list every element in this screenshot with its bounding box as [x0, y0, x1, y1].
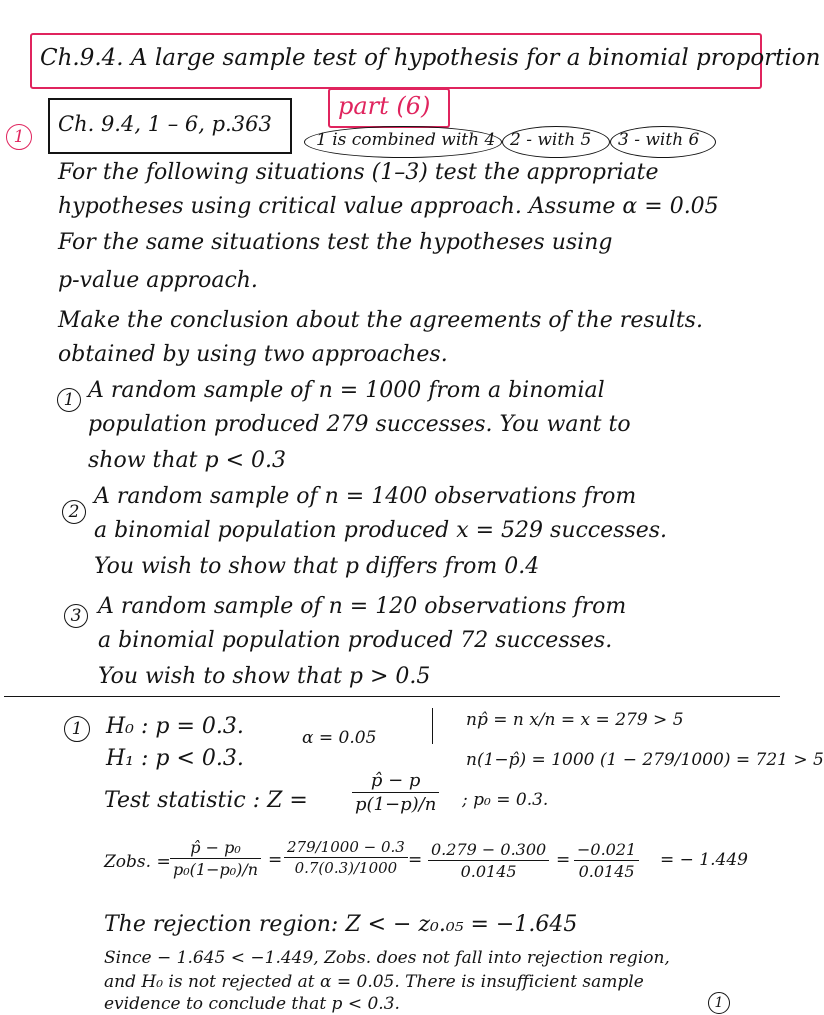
situation-1-line-1: A random sample of n = 1000 from a binomial: [88, 378, 605, 403]
substitution-numerator: 279/1000 − 0.3: [284, 838, 408, 858]
task-number-circle: [6, 124, 32, 150]
check-divider: [432, 708, 433, 744]
instruction-line-3: For the same situations test the hypotheses using: [58, 230, 613, 255]
equals-sign-3: =: [556, 850, 571, 870]
alt-hypothesis: H₁ : p < 0.3.: [106, 746, 244, 771]
z-observed-label: Zobs. =: [104, 852, 171, 872]
instruction-line-2: hypotheses using critical value approach. Assume α = 0.05: [58, 194, 719, 219]
note2: 2 - with 5: [510, 130, 592, 150]
conclusion-line-1: Since − 1.645 < −1.449, Zobs. does not fall into rejection region,: [104, 948, 670, 968]
situation-2-number: 2: [68, 502, 80, 522]
situation-3-line-1: A random sample of n = 120 observations from: [98, 594, 627, 619]
z-observed-denominator: p₀(1−p₀)/n: [173, 860, 259, 879]
conclusion-line-3: evidence to conclude that p < 0.3.: [104, 994, 400, 1014]
note1: 1 is combined with 4: [316, 130, 496, 150]
situation-1-line-3: show that p < 0.3: [88, 448, 286, 473]
z-observed-formula: [170, 838, 261, 879]
z-observed-result: = − 1.449: [660, 850, 748, 870]
solution-number: 1: [71, 719, 83, 739]
conclusion-line-2: and H₀ is not rejected at α = 0.05. There is insufficient sample: [104, 972, 644, 992]
task-number: 1: [13, 127, 25, 147]
rejection-region: The rejection region: Z < − z₀.₀₅ = −1.645: [104, 912, 578, 937]
difference-denominator: 0.0145: [578, 862, 635, 881]
page-title: Ch.9.4. A large sample test of hypothesis for a binomial proportion: [40, 45, 821, 71]
sample-check-1: np̂ = n x/n = x = 279 > 5: [466, 710, 684, 730]
null-hypothesis: H₀ : p = 0.3.: [106, 714, 244, 739]
situation-3-number: 3: [70, 606, 82, 626]
task-reference: Ch. 9.4, 1 – 6, p.363: [58, 112, 272, 136]
situation-1-number: 1: [63, 390, 75, 410]
situation-3-circle: [64, 604, 88, 628]
situation-2-circle: [62, 500, 86, 524]
test-statistic-label: Test statistic : Z =: [104, 788, 308, 813]
equals-sign-2: =: [408, 850, 423, 870]
z-observed-numerator: p̂ − p₀: [170, 838, 261, 859]
alpha-level: α = 0.05: [302, 728, 377, 748]
situation-2-line-2: a binomial population produced x = 529 successes.: [94, 518, 668, 543]
situation-1-line-2: population produced 279 successes. You want to: [88, 412, 631, 437]
z-formula-numerator: p̂ − p: [352, 770, 439, 793]
situation-3-line-2: a binomial population produced 72 successes.: [98, 628, 613, 653]
situation-2-line-3: You wish to show that p differs from 0.4: [94, 554, 540, 579]
p-null-value: ; p₀ = 0.3.: [462, 790, 549, 810]
decimal-step: [428, 840, 549, 881]
page-number: 1: [714, 995, 724, 1011]
part-label: part (6): [338, 92, 431, 120]
z-formula-denominator: p(1−p)/n: [355, 794, 437, 815]
page-number-circle: [708, 992, 730, 1014]
sample-check-2: n(1−p̂) = 1000 (1 − 279/1000) = 721 > 5: [466, 750, 824, 770]
solution-number-circle: [64, 716, 90, 742]
decimal-numerator: 0.279 − 0.300: [428, 840, 549, 861]
situation-1-circle: [57, 388, 81, 412]
instruction-line-4: p-value approach.: [58, 268, 258, 293]
situation-3-line-3: You wish to show that p > 0.5: [98, 664, 431, 689]
equals-sign-1: =: [268, 850, 283, 870]
substitution-step: [284, 838, 408, 877]
instruction-line-6: obtained by using two approaches.: [58, 342, 448, 367]
instruction-line-1: For the following situations (1–3) test the appropriate: [58, 160, 659, 185]
section-divider: [4, 696, 780, 697]
difference-step: [574, 840, 639, 881]
substitution-denominator: 0.7(0.3)/1000: [294, 859, 398, 877]
instruction-line-5: Make the conclusion about the agreements of the results.: [58, 308, 703, 333]
situation-2-line-1: A random sample of n = 1400 observations from: [94, 484, 637, 509]
note3: 3 - with 6: [618, 130, 700, 150]
decimal-denominator: 0.0145: [460, 862, 517, 881]
z-formula: [352, 770, 439, 815]
difference-numerator: −0.021: [574, 840, 639, 861]
